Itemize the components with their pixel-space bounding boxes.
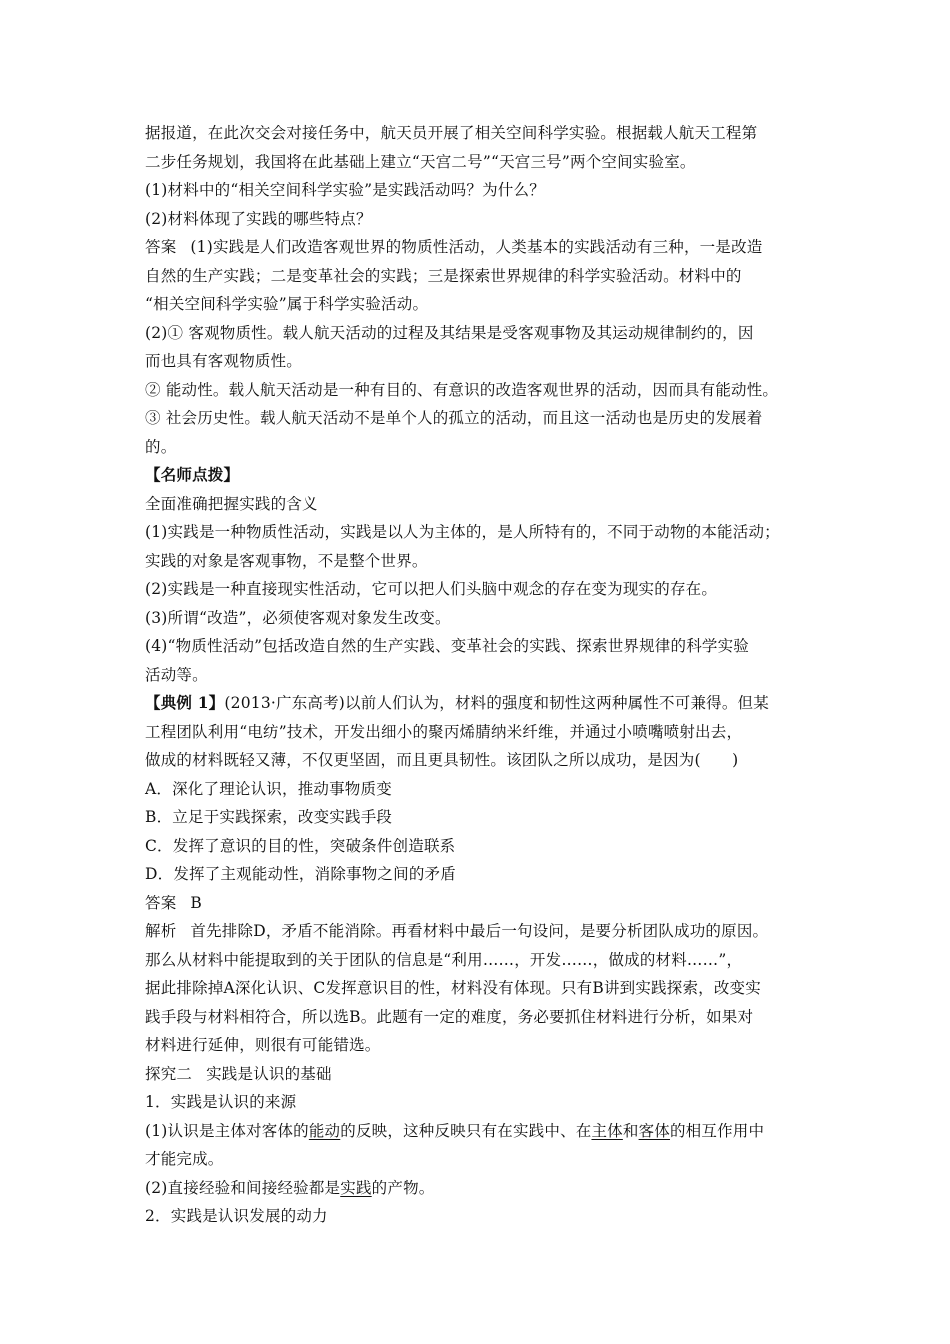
example-line: [145, 689, 815, 718]
content-line: 才能完成。: [145, 1150, 224, 1168]
document-body: [145, 119, 815, 1231]
text-segment: (1)认识是主体对客体的: [145, 1121, 309, 1140]
option-c: C．发挥了意识的目的性，突破条件创造联系: [145, 836, 456, 855]
answer-line: 自然的生产实践；二是变革社会的实践；三是探索世界规律的科学实验活动。材料中的: [145, 266, 742, 285]
tip-line: (1)实践是一种物质性活动，实践是以人为主体的，是人所特有的，不同于动物的本能活动；: [145, 523, 780, 541]
subheading-2: 2．实践是认识发展的动力: [145, 1207, 328, 1225]
analysis-label: 解析: [145, 922, 177, 940]
underlined-term: 客体: [638, 1121, 670, 1140]
analysis-line: 践手段与材料相符合，所以选B。此题有一定的难度，务必要抓住材料进行分析，如果对: [145, 1007, 754, 1026]
option-d: D．发挥了主观能动性，消除事物之间的矛盾: [145, 865, 456, 883]
answer-line: 的。: [145, 437, 177, 456]
underlined-term: 能动: [308, 1121, 341, 1140]
example-line: 工程团队利用“电纺”技术，开发出细小的聚丙烯腈纳米纤维，并通过小喷嘴喷射出去，: [145, 722, 743, 741]
underlined-term: 主体: [591, 1121, 623, 1140]
subheading-1: 1．实践是认识的来源: [145, 1093, 297, 1111]
example-text: (2013·广东高考)以前人们认为，材料的强度和韧性这两种属性不可兼得。但某: [224, 694, 769, 712]
text-segment: 的产物。: [371, 1178, 435, 1197]
text-segment: 的相互作用中: [669, 1121, 765, 1140]
answer-line: ③ 社会历史性。载人航天活动不是单个人的孤立的活动，而且这一活动也是历史的发展着: [145, 409, 763, 427]
answer-line: (2)① 客观物质性。载人航天活动的过程及其结果是受客观事物及其运动规律制约的，因: [145, 323, 754, 342]
tip-line: 实践的对象是客观事物，不是整个世界。: [145, 551, 428, 570]
answer-line: 而也具有客观物质性。: [145, 352, 303, 370]
explore-label: 探究二: [145, 1064, 193, 1083]
example-label: 【典例 1】: [145, 693, 225, 712]
answer-text: (1)实践是人们改造客观世界的物质性活动，人类基本的实践活动有三种，一是改造: [190, 238, 763, 256]
analysis-line: 那么从材料中能提取到的关于团队的信息是“利用……，开发……，做成的材料……”，: [145, 950, 743, 969]
option-b: B．立足于实践探索，改变实践手段: [145, 808, 393, 826]
section-heading-explore: [145, 1060, 815, 1089]
content-line: [145, 1117, 815, 1146]
example-line: 做成的材料既轻又薄，不仅更坚固，而且更具韧性。该团队之所以成功，是因为( ): [145, 751, 739, 769]
text-segment: 的反映，这种反映只有在实践中、在: [340, 1121, 592, 1140]
paragraph-line: 二步任务规划，我国将在此基础上建立“天宫二号”“天宫三号”两个空间实验室。: [145, 152, 696, 171]
question-2: (2)材料体现了实践的哪些特点？: [145, 209, 372, 228]
section-heading-tip: 【名师点拨】: [145, 465, 240, 484]
text-segment: 和: [622, 1121, 639, 1140]
explore-title: 实践是认识的基础: [206, 1064, 332, 1083]
paragraph-line: 据报道，在此次交会对接任务中，航天员开展了相关空间科学实验。根据载人航天工程第: [145, 124, 758, 142]
content-line: [145, 1174, 815, 1203]
analysis-line: [145, 917, 815, 946]
tip-line: (2)实践是一种直接现实性活动，它可以把人们头脑中观念的存在变为现实的存在。: [145, 580, 718, 598]
answer-line: “相关空间科学实验”属于科学实验活动。: [145, 295, 429, 313]
tip-line: 活动等。: [145, 665, 208, 684]
analysis-line: 材料进行延伸，则很有可能错选。: [145, 1036, 381, 1054]
option-a: A．深化了理论认识，推动事物质变: [145, 779, 392, 798]
tip-line: (4)“物质性活动”包括改造自然的生产实践、变革社会的实践、探索世界规律的科学实验: [145, 637, 750, 655]
tip-title: 全面准确把握实践的含义: [145, 494, 318, 513]
answer-choice: B: [190, 893, 202, 912]
underlined-term: 实践: [340, 1178, 372, 1197]
answer-label: 答案: [145, 238, 177, 256]
analysis-line: 据此排除掉A深化认识、C发挥意识目的性，材料没有体现。只有B讲到实践探索，改变实: [145, 979, 761, 997]
answer-line: [145, 889, 815, 918]
tip-line: (3)所谓“改造”，必须使客观对象发生改变。: [145, 608, 451, 627]
answer-line: ② 能动性。载人航天活动是一种有目的、有意识的改造客观世界的活动，因而具有能动性。: [145, 380, 779, 399]
analysis-text: 首先排除D，矛盾不能消除。再看材料中最后一句设问，是要分析团队成功的原因。: [190, 922, 769, 940]
text-segment: (2)直接经验和间接经验都是: [145, 1178, 341, 1197]
answer-label: 答案: [145, 893, 177, 912]
answer-line: [145, 233, 815, 262]
question-1: (1)材料中的“相关空间科学实验”是实践活动吗？为什么？: [145, 181, 545, 199]
